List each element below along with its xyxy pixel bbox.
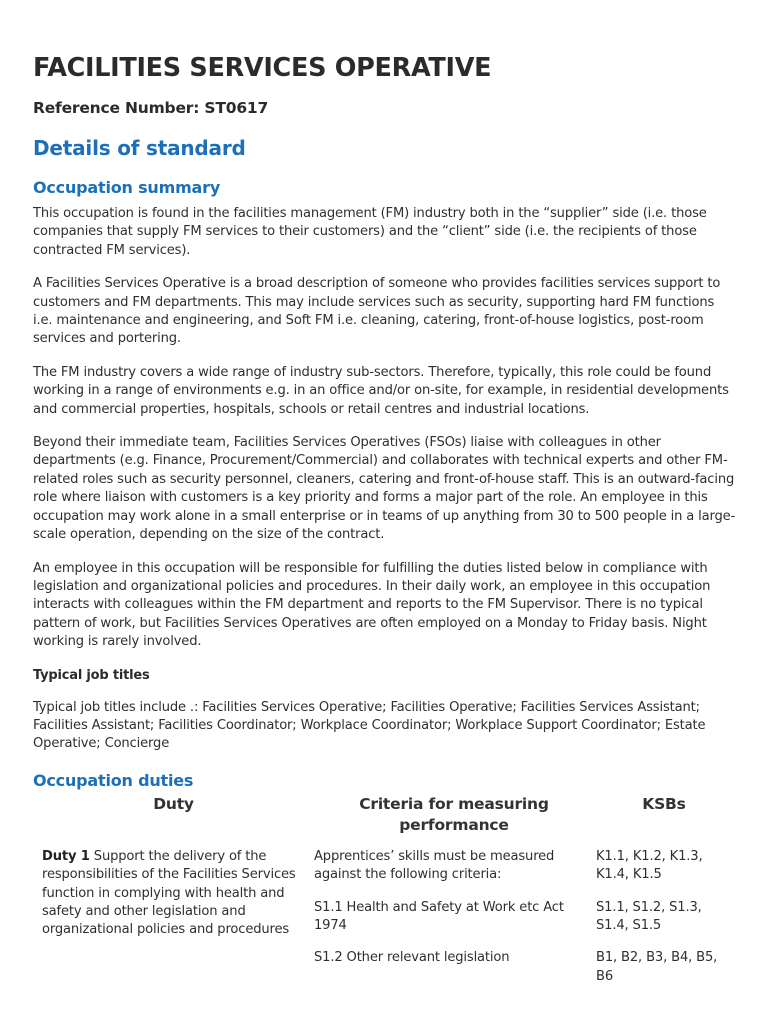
ksb-list: S1.1, S1.2, S1.3, S1.4, S1.5 — [596, 899, 702, 933]
job-titles-heading: Typical job titles — [33, 667, 150, 683]
summary-paragraph: An employee in this occupation will be responsible for fulfilling the duties listed below in compliance with legislation and organizational policies and procedures. In their daily work, an employee in this occupation interacts with colleagues within the FM department and reports to the FM Supervisor. There is no typical pattern of work, but Facilities Services Operatives are often employed on a Monday to Friday basis. Night working is rarely involved. — [33, 560, 711, 650]
ksb-list: B1, B2, B3, B4, B5, B6 — [596, 950, 718, 984]
column-header-criteria: Criteria for measuring performance — [359, 794, 549, 834]
duty-cell — [33, 848, 314, 1000]
criteria-row — [314, 949, 734, 986]
duties-table-header — [33, 794, 737, 836]
duties-table-row — [33, 848, 737, 1000]
duty-text: Support the delivery of the responsibilities of the Facilities Services function in complying with health and safety and other legislation and organizational policies and procedures — [42, 848, 296, 938]
column-header-ksbs: KSBs — [642, 794, 686, 813]
criteria-text: S1.1 Health and Safety at Work etc Act 1974 — [314, 899, 564, 933]
occupation-duties-heading: Occupation duties — [33, 770, 194, 790]
summary-paragraph: Beyond their immediate team, Facilities Services Operatives (FSOs) liaise with colleagues in other departments (e.g. Finance, Procurement/Commercial) and collaborates with technical experts and other FM-related roles such as security personnel, cleaners, catering and front-of-house staff. This is an outward-facing role where liaison with customers is a key priority and forms a major part of the role. An employee in this occupation may work alone in a small enterprise or in teams of up anything from 30 to 500 people in a large-scale operation, depending on the size of the contract. — [33, 435, 736, 543]
page-title: FACILITIES SERVICES OPERATIVE — [33, 53, 492, 83]
job-titles-text: Typical job titles include .: Facilities Services Operative; Facilities Operative; Facilities Services Assistant; Facilities Assistant; Facilities Coordinator; Workplace Coordinator; Workplace Support Coordinator; Estate Operative; Concierge — [33, 699, 706, 752]
criteria-text: S1.2 Other relevant legislation — [314, 950, 510, 966]
summary-paragraph: This occupation is found in the facilities management (FM) industry both in the “supplier” side (i.e. those companies that supply FM services to their customers) and the “client” side (i.e. the recipients of those contracted FM services). — [33, 206, 707, 258]
summary-paragraph: A Facilities Services Operative is a broad description of someone who provides facilities services support to customers and FM departments. This may include services such as security, supporting hard FM functions i.e. maintenance and engineering, and Soft FM i.e. cleaning, catering, front-of-house logistics, post-room services and portering. — [33, 276, 721, 347]
criteria-column — [314, 848, 734, 1000]
duty-label: Duty 1 — [42, 848, 90, 864]
details-heading: Details of standard — [33, 136, 246, 160]
column-header-duty: Duty — [153, 794, 194, 813]
occupation-summary-heading: Occupation summary — [33, 178, 221, 197]
summary-paragraph: The FM industry covers a wide range of industry sub-sectors. Therefore, typically, this role could be found working in a range of environments e.g. in an office and/or on-site, for example, in residential developments and commercial properties, hospitals, schools or retail centres and industrial locations. — [33, 364, 729, 417]
ksb-list: K1.1, K1.2, K1.3, K1.4, K1.5 — [596, 848, 703, 883]
criteria-row — [314, 899, 734, 936]
reference-number: Reference Number: ST0617 — [33, 99, 269, 117]
criteria-text: Apprentices’ skills must be measured against the following criteria: — [314, 848, 555, 883]
criteria-row — [314, 848, 734, 885]
